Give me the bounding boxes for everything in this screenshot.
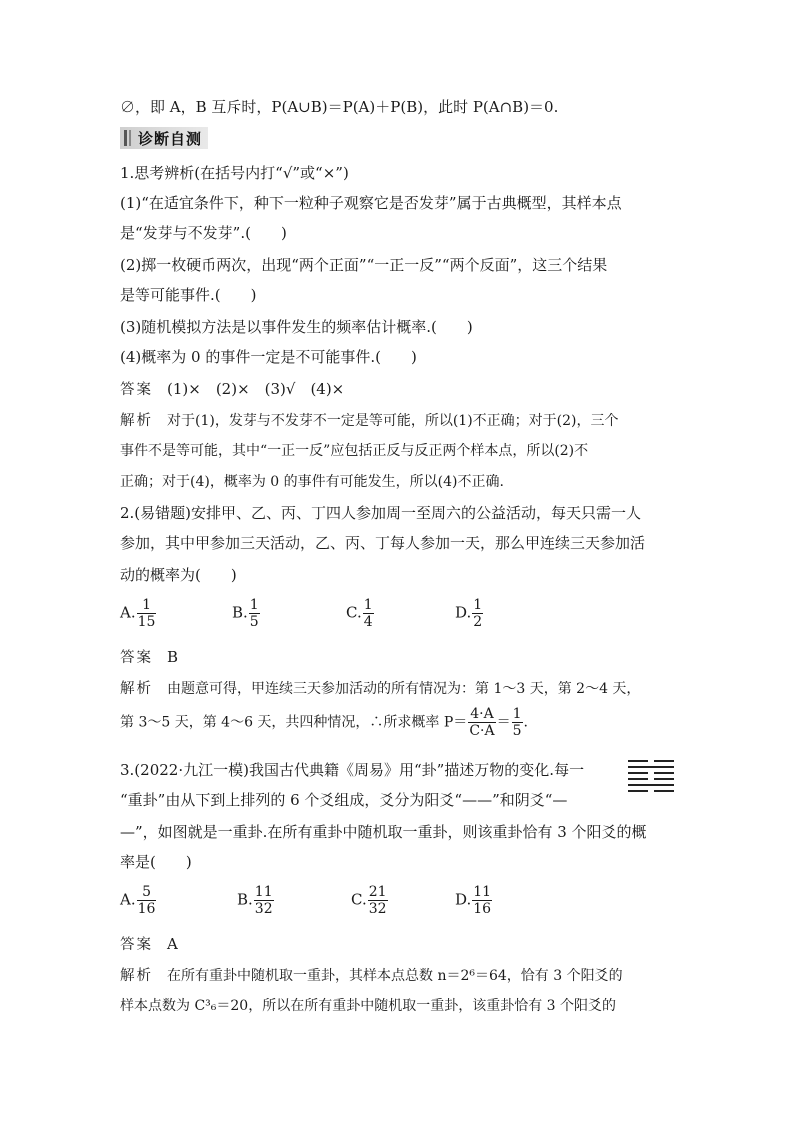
q3-option-d bbox=[455, 884, 493, 917]
yin-line bbox=[628, 790, 674, 792]
q3-explanation-2: 样本点数为 C³₆＝20，所以在所有重卦中随机取一重卦，该重卦恰有 3 个阳爻的 bbox=[120, 998, 617, 1014]
yang-line bbox=[628, 766, 674, 768]
fraction-denominator: 16 bbox=[473, 901, 492, 917]
q3-explanation-text-1: 在所有重卦中随机取一重卦，其样本点总数 n＝2⁶＝64，恰有 3 个阳爻的 bbox=[167, 968, 623, 984]
option-letter: B. bbox=[232, 603, 248, 622]
q1-answer bbox=[120, 379, 344, 400]
fraction-denominator: 32 bbox=[368, 901, 387, 917]
option-letter: A. bbox=[120, 890, 136, 909]
fraction-denominator: C·A bbox=[469, 723, 495, 739]
fraction-denominator: 15 bbox=[137, 614, 156, 630]
fraction-numerator: 1 bbox=[249, 597, 259, 613]
fraction-numerator: 1 bbox=[363, 597, 373, 613]
q2-answer-value: B bbox=[167, 648, 179, 666]
period: . bbox=[523, 714, 528, 731]
banner-bar-icon bbox=[124, 130, 127, 146]
explanation-label: 解析 bbox=[120, 681, 153, 697]
q1-line-6: (4)概率为 0 的事件一定是不可能事件.( ) bbox=[120, 348, 417, 366]
option-fraction bbox=[363, 597, 374, 630]
q2-line-3: 动的概率为( ) bbox=[120, 566, 237, 584]
fraction-numerator: 21 bbox=[368, 884, 387, 900]
fraction-numerator: 11 bbox=[473, 884, 492, 900]
q1-stem: 1.思考辨析(在括号内打“√”或“×”) bbox=[120, 164, 349, 182]
q2-line-2: 参加，其中甲参加三天活动，乙、丙、丁每人参加一天，那么甲连续三天参加活 bbox=[120, 534, 646, 552]
yin-line bbox=[628, 760, 674, 762]
answer-label: 答案 bbox=[120, 937, 153, 953]
q2-explanation-2 bbox=[120, 706, 528, 739]
option-letter: B. bbox=[237, 890, 253, 909]
hexagram-figure-icon bbox=[628, 760, 674, 796]
probability-fraction bbox=[468, 706, 495, 739]
fraction-denominator: 5 bbox=[249, 614, 259, 630]
section-banner bbox=[120, 127, 208, 149]
q1-line-3: (2)掷一枚硬币两次，出现“两个正面”“一正一反”“两个反面”，这三个结果 bbox=[120, 256, 608, 274]
q3-answer-value: A bbox=[167, 935, 178, 953]
q2-explanation-text-2: 第 3～5 天，第 4～6 天，共四种情况，∴所求概率 P＝ bbox=[120, 714, 468, 731]
option-fraction bbox=[137, 884, 157, 917]
option-fraction bbox=[472, 884, 492, 917]
answer-label: 答案 bbox=[120, 382, 153, 398]
option-letter: A. bbox=[120, 603, 136, 622]
explanation-label: 解析 bbox=[120, 413, 153, 429]
q2-answer bbox=[120, 647, 178, 668]
q3-line-1: 3.(2022·九江一模)我国古代典籍《周易》用“卦”描述万物的变化.每一 bbox=[120, 761, 585, 779]
q2-explanation-1 bbox=[120, 679, 640, 699]
option-letter: D. bbox=[455, 603, 472, 622]
option-letter: C. bbox=[346, 603, 362, 622]
q3-option-c bbox=[351, 884, 389, 917]
fraction-numerator: 1 bbox=[512, 706, 522, 722]
q1-explanation-text-1: 对于(1)，发芽与不发芽不一定是等可能，所以(1)不正确；对于(2)，三个 bbox=[167, 413, 619, 429]
q3-line-2: “重卦”由从下到上排列的 6 个爻组成，爻分为阳爻“——”和阴爻“— bbox=[120, 791, 568, 809]
q1-explanation-2: 事件不是等可能，其中“一正一反”应包括正反与反正两个样本点，所以(2)不 bbox=[120, 443, 589, 459]
fraction-denominator: 2 bbox=[473, 614, 483, 630]
banner-bar-icon-secondary bbox=[129, 130, 131, 146]
fraction-numerator: 11 bbox=[254, 884, 273, 900]
option-fraction bbox=[254, 884, 274, 917]
q2-option-a bbox=[120, 597, 157, 630]
fraction-numerator: 5 bbox=[137, 884, 157, 901]
yin-line bbox=[628, 772, 674, 774]
option-letter: C. bbox=[351, 890, 367, 909]
fraction-denominator: 5 bbox=[512, 723, 522, 739]
q2-option-c bbox=[346, 597, 375, 630]
fraction-numerator: 4·A bbox=[470, 706, 494, 722]
q1-explanation-3: 正确；对于(4)，概率为 0 的事件有可能发生，所以(4)不正确. bbox=[120, 474, 504, 490]
q1-line-2: 是“发芽与不发芽”.( ) bbox=[120, 224, 287, 242]
option-letter: D. bbox=[455, 890, 472, 909]
q3-line-3: —”，如图就是一重卦.在所有重卦中随机取一重卦，则该重卦恰有 3 个阳爻的概 bbox=[120, 823, 647, 841]
q3-explanation-1 bbox=[120, 966, 623, 986]
q3-answer bbox=[120, 934, 178, 955]
option-fraction bbox=[472, 597, 483, 630]
q3-option-b bbox=[237, 884, 275, 917]
q3-option-a bbox=[120, 884, 157, 917]
fraction-denominator: 32 bbox=[254, 901, 273, 917]
q2-explanation-text-1: 由题意可得，甲连续三天参加活动的所有情况为：第 1～3 天，第 2～4 天， bbox=[167, 681, 641, 697]
yang-line bbox=[628, 784, 674, 786]
result-fraction bbox=[512, 706, 523, 739]
q1-line-1: (1)“在适宜条件下，种下一粒种子观察它是否发芽”属于古典概型，其样本点 bbox=[120, 194, 622, 212]
top-line: ∅，即 A，B 互斥时，P(A∪B)＝P(A)＋P(B)，此时 P(A∩B)＝0. bbox=[120, 98, 559, 116]
q2-option-d bbox=[455, 597, 484, 630]
section-title: 诊断自测 bbox=[138, 130, 203, 148]
q2-option-b bbox=[232, 597, 261, 630]
fraction-numerator: 1 bbox=[473, 597, 483, 613]
q2-line-1: 2.(易错题)安排甲、乙、丙、丁四人参加周一至周六的公益活动，每天只需一人 bbox=[120, 504, 642, 522]
fraction-denominator: 4 bbox=[363, 614, 373, 630]
q1-explanation-1 bbox=[120, 411, 619, 431]
equals-sign: ＝ bbox=[496, 714, 511, 731]
q1-line-5: (3)随机模拟方法是以事件发生的频率估计概率.( ) bbox=[120, 318, 473, 336]
answer-label: 答案 bbox=[120, 650, 153, 666]
yin-line bbox=[628, 778, 674, 780]
q3-line-4: 率是( ) bbox=[120, 853, 192, 871]
q1-line-4: 是等可能事件.( ) bbox=[120, 286, 257, 304]
explanation-label: 解析 bbox=[120, 968, 153, 984]
q1-answer-value: (1)× (2)× (3)√ (4)× bbox=[167, 380, 345, 398]
fraction-denominator: 16 bbox=[137, 901, 156, 917]
fraction-numerator: 1 bbox=[137, 597, 157, 614]
option-fraction bbox=[368, 884, 388, 917]
option-fraction bbox=[137, 597, 157, 630]
option-fraction bbox=[249, 597, 260, 630]
